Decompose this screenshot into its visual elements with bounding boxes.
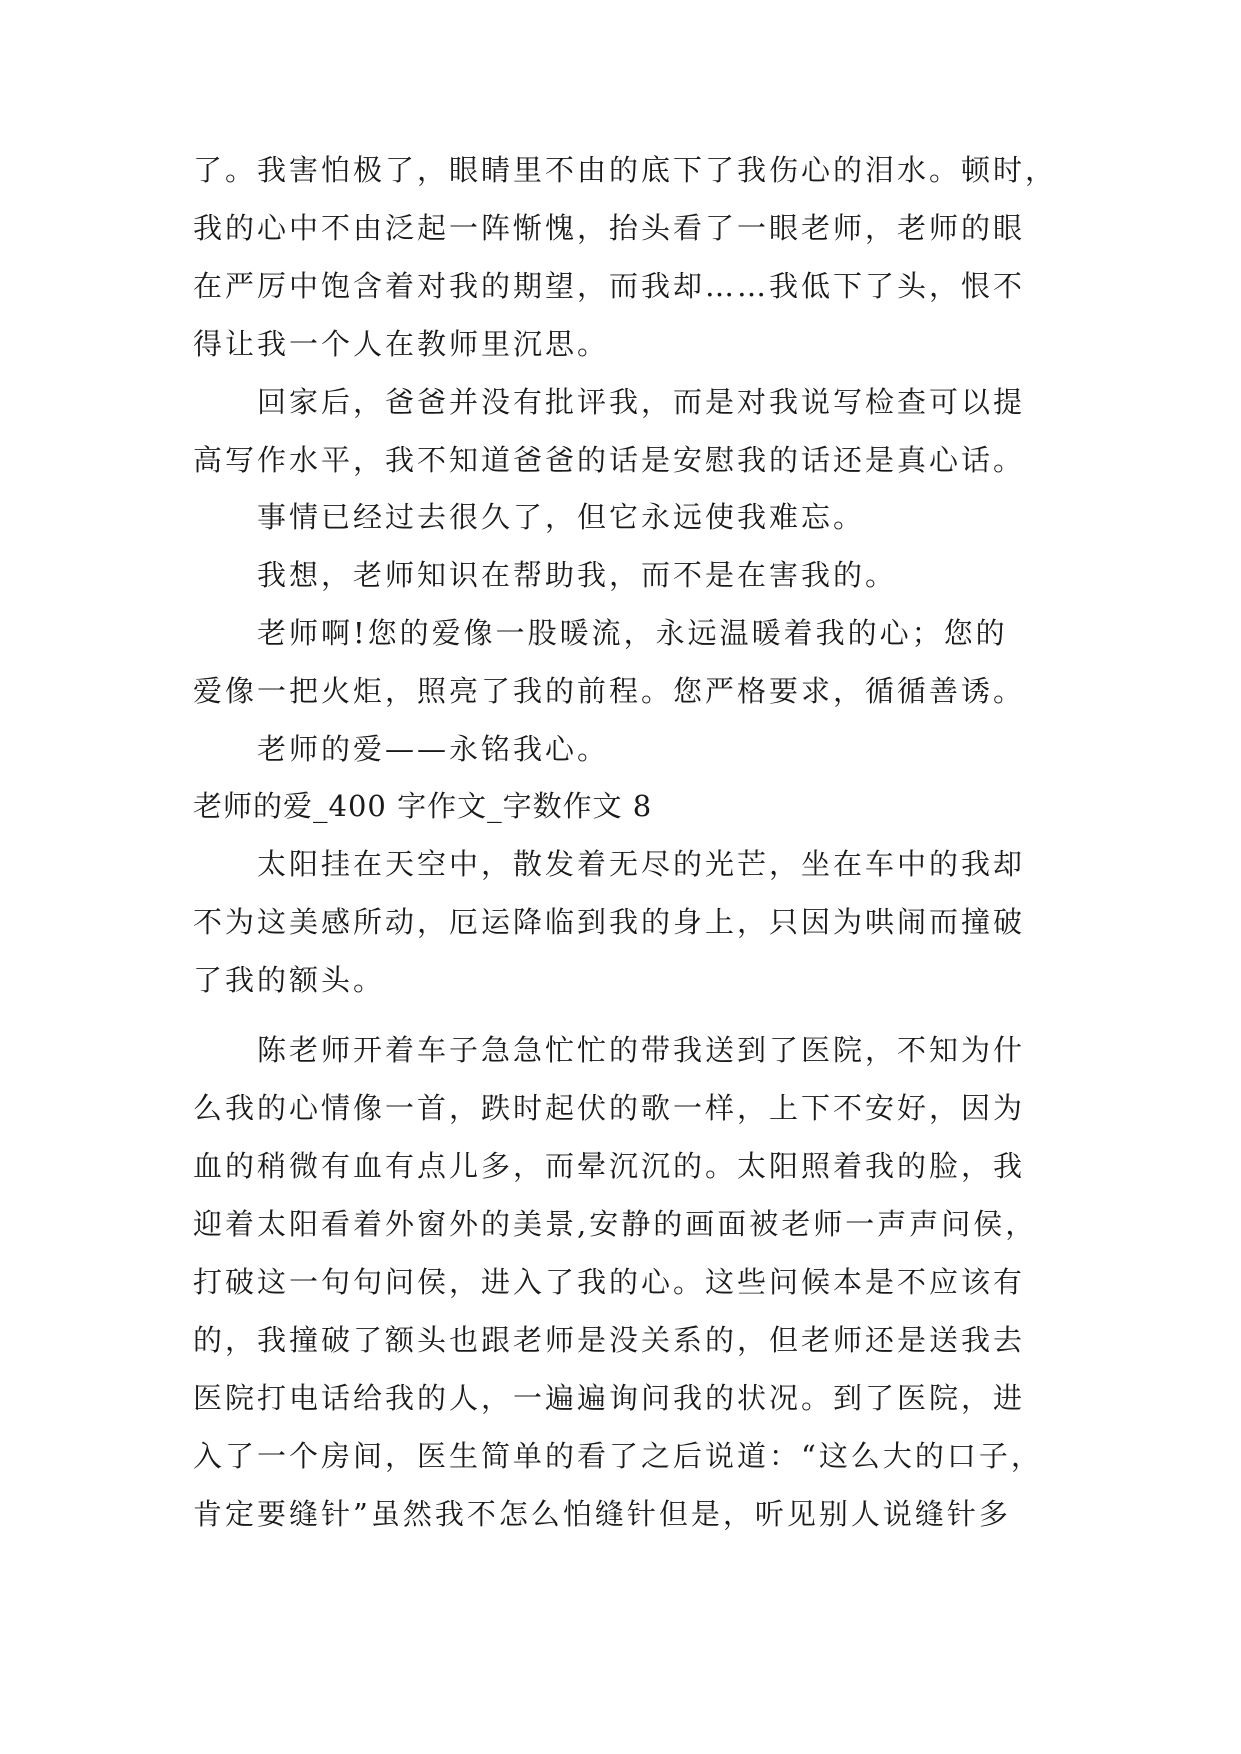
text-line: 医院打电话给我的人，一遍遍询问我的状况。到了医院，进 — [193, 1381, 1026, 1415]
text-line: 不为这美感所动，厄运降临到我的身上，只因为哄闹而撞破 — [193, 905, 1026, 939]
section-heading: 老师的爱_400 字作文_字数作文 8 — [193, 789, 653, 823]
text-line: 爱像一把火炬，照亮了我的前程。您严格要求，循循善诱。 — [193, 674, 1026, 708]
text-line: 老师的爱——永铭我心。 — [257, 732, 610, 766]
text-line: 入了一个房间，医生简单的看了之后说道：“这么大的口子， — [193, 1439, 1043, 1473]
text-line: 太阳挂在天空中，散发着无尽的光芒，坐在车中的我却 — [257, 847, 1026, 881]
text-line: 陈老师开着车子急急忙忙的带我送到了医院，不知为什 — [257, 1033, 1026, 1067]
text-line: 回家后，爸爸并没有批评我，而是对我说写检查可以提 — [257, 385, 1026, 419]
text-line: 肯定要缝针”虽然我不怎么怕缝针但是，听见别人说缝针多 — [193, 1497, 1011, 1531]
text-line: 血的稍微有血有点儿多，而晕沉沉的。太阳照着我的脸，我 — [193, 1149, 1026, 1183]
text-line: 打破这一句句问侯，进入了我的心。这些问候本是不应该有 — [193, 1265, 1026, 1299]
text-line: 我的心中不由泛起一阵惭愧，抬头看了一眼老师，老师的眼 — [193, 211, 1026, 245]
text-line: 了。我害怕极了，眼睛里不由的底下了我伤心的泪水。顿时， — [193, 153, 1058, 187]
text-line: 高写作水平，我不知道爸爸的话是安慰我的话还是真心话。 — [193, 443, 1026, 477]
text-line: 的，我撞破了额头也跟老师是没关系的，但老师还是送我去 — [193, 1323, 1026, 1357]
text-line: 么我的心情像一首，跌时起伏的歌一样，上下不安好，因为 — [193, 1091, 1026, 1125]
text-line: 在严厉中饱含着对我的期望，而我却……我低下了头，恨不 — [193, 269, 1026, 303]
text-line: 我想，老师知识在帮助我，而不是在害我的。 — [257, 558, 898, 592]
text-line: 得让我一个人在教师里沉思。 — [193, 327, 610, 361]
text-line: 迎着太阳看着外窗外的美景,安静的画面被老师一声声问侯， — [193, 1207, 1038, 1241]
text-line: 事情已经过去很久了，但它永远使我难忘。 — [257, 500, 866, 534]
text-line: 了我的额头。 — [193, 963, 386, 997]
text-line: 老师啊!您的爱像一股暖流，永远温暖着我的心；您的 — [257, 616, 1008, 650]
